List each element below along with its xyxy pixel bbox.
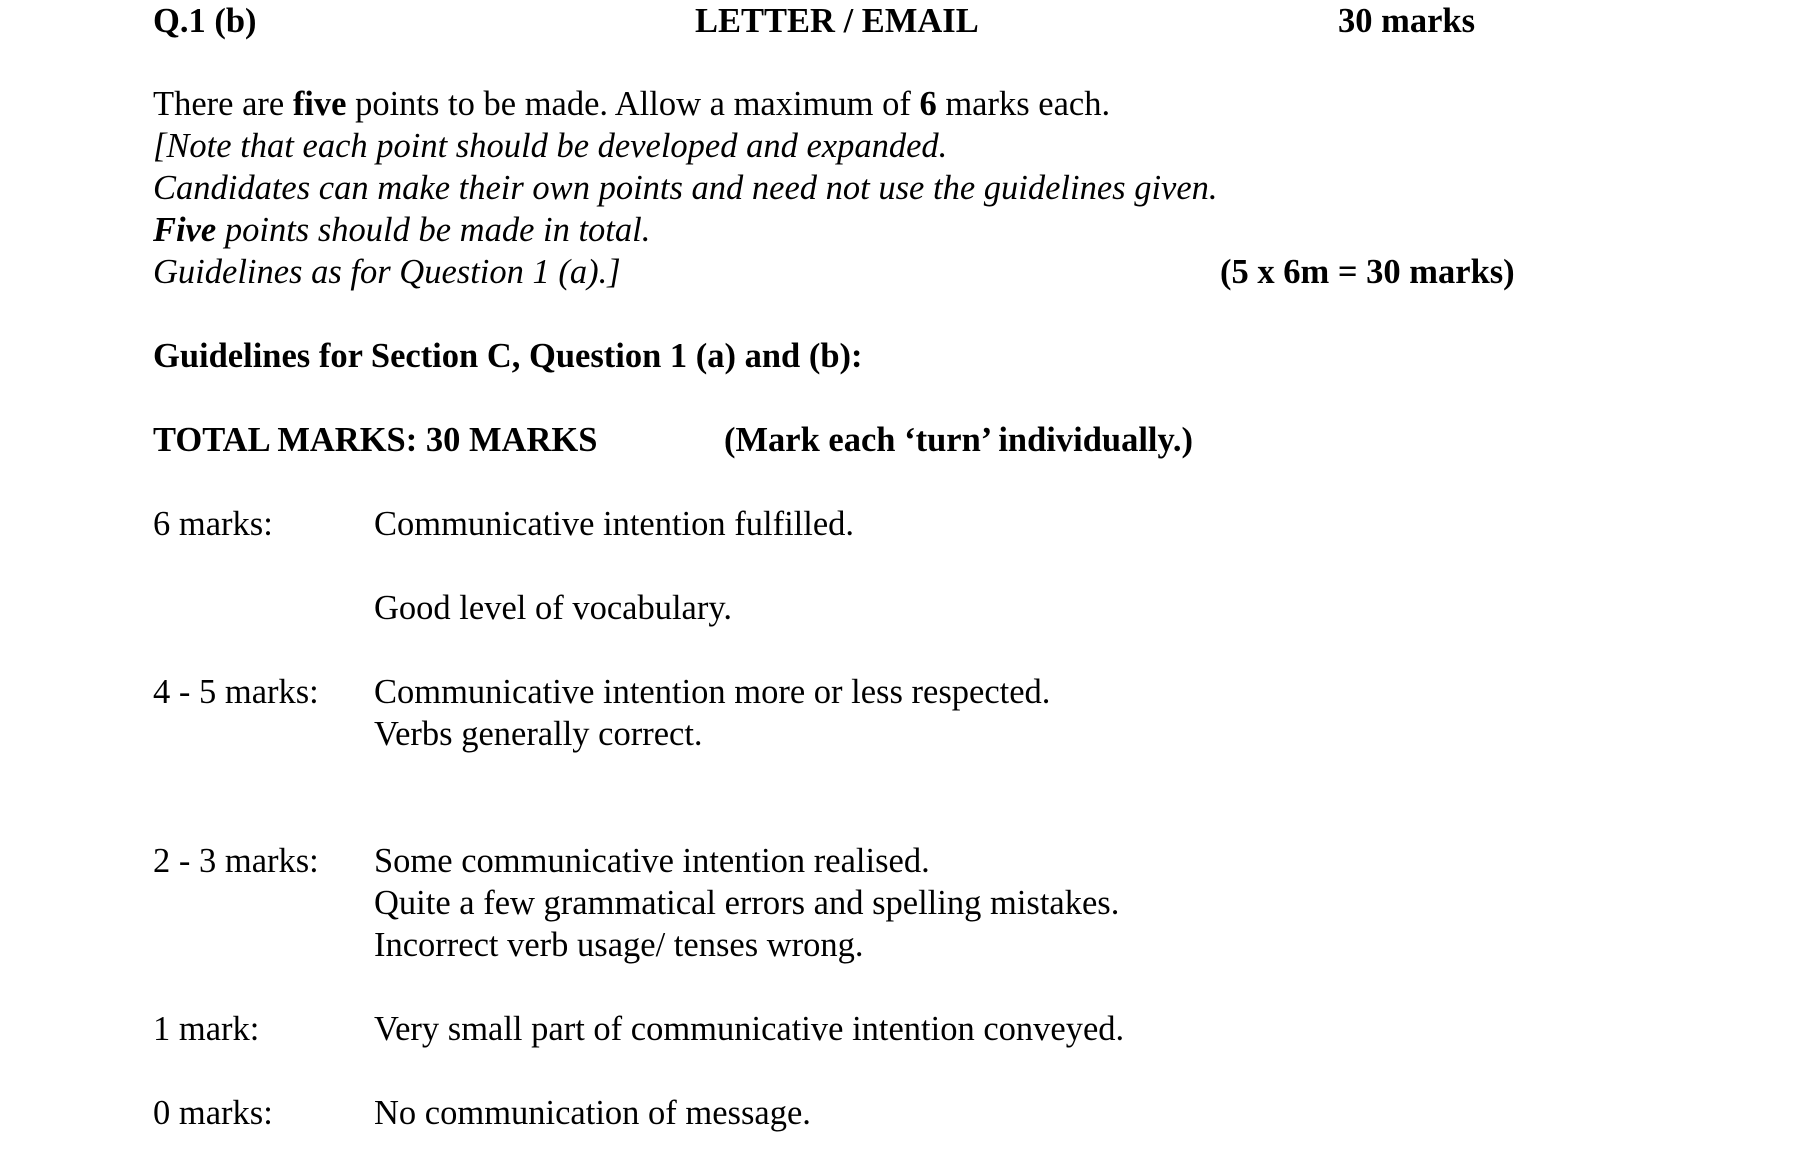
intro-text: points to be made. Allow a maximum of [346, 85, 920, 123]
band-criterion: Incorrect verb usage/ tenses wrong. [374, 926, 864, 964]
band-label: 0 marks: [153, 1094, 273, 1132]
intro-emphasis: five [292, 85, 347, 123]
section-title: LETTER / EMAIL [695, 2, 979, 40]
intro-text: marks each. [936, 85, 1111, 123]
band-criterion: Quite a few grammatical errors and spelling mistakes. [374, 884, 1120, 922]
total-marks-line: TOTAL MARKS: 30 MARKS [153, 421, 598, 459]
band-criterion: Some communicative intention realised. [374, 842, 930, 880]
band-label: 2 - 3 marks: [153, 842, 319, 880]
intro-text: There are [153, 85, 293, 123]
question-number: Q.1 (b) [153, 2, 257, 40]
intro-line [153, 83, 1110, 125]
total-marks-note: (Mark each ‘turn’ individually.) [724, 421, 1193, 459]
marks-formula: (5 x 6m = 30 marks) [1220, 253, 1515, 291]
band-label: 6 marks: [153, 505, 273, 543]
intro-emphasis: 6 [919, 85, 937, 123]
band-label: 1 mark: [153, 1010, 260, 1048]
band-criterion: No communication of message. [374, 1094, 811, 1132]
note-emphasis: Five [153, 211, 217, 249]
note-line [153, 209, 650, 251]
band-criterion: Communicative intention fulfilled. [374, 505, 855, 543]
guidelines-heading: Guidelines for Section C, Question 1 (a) and (b): [153, 337, 863, 375]
note-line: Candidates can make their own points and need not use the guidelines given. [153, 169, 1218, 207]
band-label: 4 - 5 marks: [153, 673, 319, 711]
band-criterion: Communicative intention more or less respected. [374, 673, 1051, 711]
band-criterion: Verbs generally correct. [374, 715, 703, 753]
note-line: [Note that each point should be developed and expanded. [153, 127, 948, 165]
band-criterion: Very small part of communicative intention conveyed. [374, 1010, 1125, 1048]
total-marks-heading: 30 marks [1338, 2, 1476, 40]
note-line: Guidelines as for Question 1 (a).] [153, 253, 621, 291]
band-criterion: Good level of vocabulary. [374, 589, 732, 627]
note-text: points should be made in total. [216, 211, 651, 249]
